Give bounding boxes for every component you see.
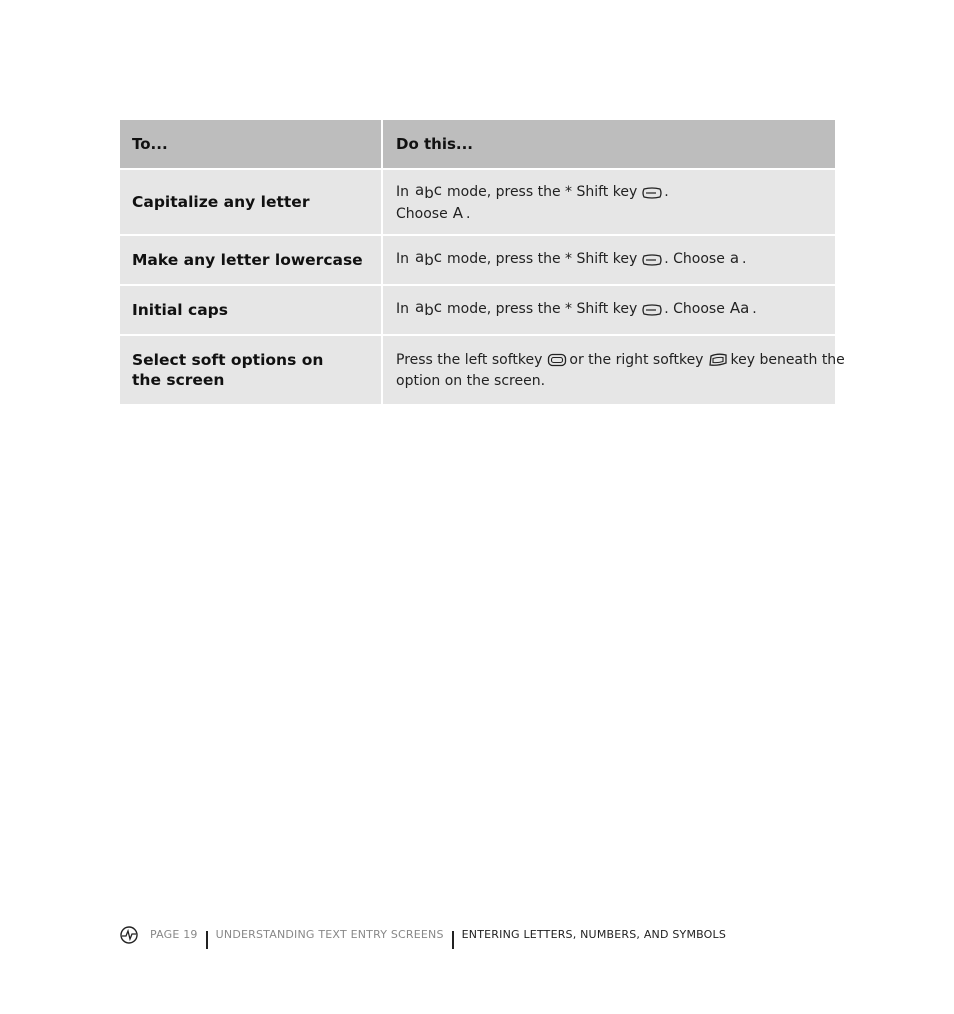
choose-text: . Choose (664, 251, 725, 267)
row-label-cell (120, 170, 381, 234)
table-row (120, 286, 835, 334)
row-description: In abc mode, press the * Shift key . (396, 180, 669, 202)
header-do-this-label: Do this... (396, 135, 473, 153)
row-description: In abc mode, press the * Shift key . Choose Aa . (396, 298, 757, 319)
abc-mode-icon: abc (415, 180, 442, 202)
choose-text: . Choose (664, 301, 725, 317)
in-text: In (396, 301, 410, 317)
row-description (396, 351, 845, 372)
row-label-line1: Select soft options on (132, 351, 324, 369)
row-description-line2: option on the screen. (396, 372, 546, 389)
in-text: In (396, 183, 410, 200)
instruction-text: Press the left softkey (396, 351, 543, 368)
instruction-text-3: key beneath the (730, 351, 845, 368)
shift-key-icon (642, 186, 662, 204)
row-label: Make any letter lowercase (132, 251, 363, 269)
uppercase-mode-char: A (452, 203, 463, 222)
shift-key-icon (642, 303, 662, 321)
row-label-cell (120, 286, 381, 334)
row-label: Initial caps (132, 301, 228, 319)
instruction-text: mode, press the * Shift key (447, 251, 638, 267)
table-row (120, 170, 835, 234)
abc-mode-icon: abc (415, 248, 442, 269)
in-text: In (396, 251, 410, 267)
page-number: PAGE 19 (150, 928, 198, 941)
header-cell-to (120, 120, 381, 168)
table-row (120, 236, 835, 284)
row-description-cell (383, 236, 835, 284)
header-to-label: To... (132, 135, 168, 153)
row-description-cell (383, 170, 835, 234)
abc-mode-icon: abc (415, 298, 442, 319)
footer-topic: ENTERING LETTERS, NUMBERS, AND SYMBOLS (461, 928, 727, 941)
footer-divider (452, 931, 454, 949)
table-header-row (120, 120, 835, 168)
page-footer (120, 924, 726, 948)
row-label-cell (120, 236, 381, 284)
row-label-cell (120, 336, 381, 404)
row-label-line2: the screen (132, 371, 225, 389)
left-softkey-icon (547, 353, 567, 372)
row-description-line2: Choose A . (396, 203, 471, 222)
row-description: In abc mode, press the * Shift key . Choose a . (396, 248, 747, 269)
lowercase-mode-char: a (729, 249, 740, 267)
instruction-text: mode, press the * Shift key (447, 301, 638, 317)
header-cell-do-this (383, 120, 835, 168)
instruction-table (120, 120, 845, 404)
row-label: Capitalize any letter (132, 193, 310, 211)
shift-key-icon (642, 253, 662, 271)
table-row (120, 336, 845, 404)
instruction-text-2: or the right softkey (569, 351, 704, 368)
footer-divider (206, 931, 208, 949)
initial-caps-mode-char: Aa (729, 299, 750, 317)
footer-section: UNDERSTANDING TEXT ENTRY SCREENS (215, 928, 444, 941)
right-softkey-icon (708, 353, 728, 372)
brand-logo-icon (120, 926, 138, 944)
instruction-text: mode, press the * Shift key (447, 183, 638, 200)
row-description-cell (383, 286, 835, 334)
row-description-cell (383, 336, 845, 404)
choose-text: Choose (396, 205, 448, 222)
